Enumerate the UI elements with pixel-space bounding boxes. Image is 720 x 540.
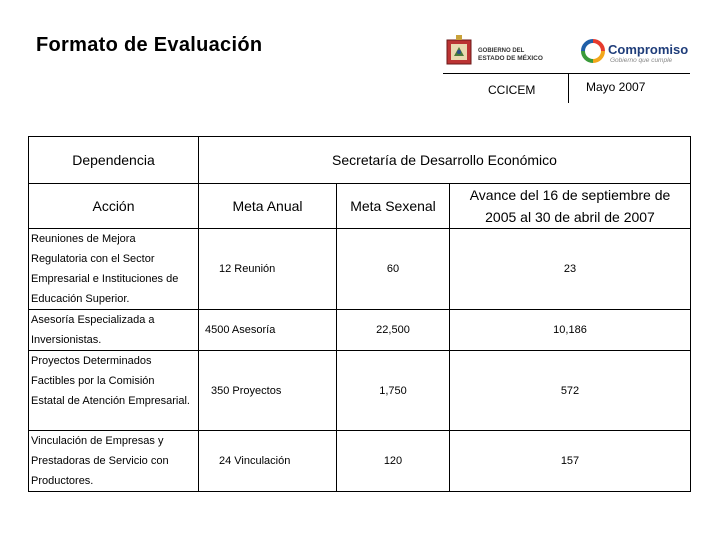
avance-cell: 157 <box>450 431 691 492</box>
col-meta-sexenal-header: Meta Sexenal <box>337 184 450 229</box>
fecha-label: Mayo 2007 <box>586 80 646 94</box>
accion-cell: Asesoría Especializada a Inversionistas. <box>29 310 199 351</box>
gobierno-logo-text: GOBIERNO DEL ESTADO DE MÉXICO <box>478 48 543 62</box>
accion-cell: Vinculación de Empresas y Prestadoras de Servicio con Productores. <box>29 431 199 492</box>
coat-of-arms-icon <box>444 34 474 68</box>
accion-cell: Reuniones de Mejora Regulatoria con el Sector Empresarial e Instituciones de Educación Superior. <box>29 229 199 310</box>
meta-sexenal-cell: 22,500 <box>337 310 450 351</box>
meta-anual-cell: 4500 Asesoría <box>199 310 337 351</box>
gobierno-logo <box>444 34 564 74</box>
meta-sexenal-cell: 120 <box>337 431 450 492</box>
table-row <box>29 431 691 492</box>
page-title: Formato de Evaluación <box>36 34 263 56</box>
evaluation-table <box>28 136 691 492</box>
avance-cell: 10,186 <box>450 310 691 351</box>
col-avance-header: Avance del 16 de septiembre de 2005 al 30 de abril de 2007 <box>450 184 691 229</box>
header-divider-vertical <box>568 73 569 103</box>
dependencia-value: Secretaría de Desarrollo Económico <box>199 137 691 184</box>
dependencia-label: Dependencia <box>29 137 199 184</box>
dependencia-row <box>29 137 691 184</box>
column-header-row <box>29 184 691 229</box>
table-row <box>29 229 691 310</box>
header-divider <box>443 73 690 74</box>
col-accion-header: Acción <box>29 184 199 229</box>
avance-cell: 23 <box>450 229 691 310</box>
compromiso-logo <box>580 38 690 72</box>
table-row <box>29 310 691 351</box>
meta-anual-cell: 12 Reunión <box>199 229 337 310</box>
compromiso-tagline: Gobierno que cumple <box>610 57 673 64</box>
meta-sexenal-cell: 1,750 <box>337 351 450 431</box>
meta-sexenal-cell: 60 <box>337 229 450 310</box>
table-row <box>29 351 691 431</box>
meta-anual-cell: 350 Proyectos <box>199 351 337 431</box>
compromiso-swirl-icon <box>580 38 606 64</box>
organismo-label: CCICEM <box>488 83 536 97</box>
avance-cell: 572 <box>450 351 691 431</box>
accion-cell: Proyectos Determinados Factibles por la Comisión Estatal de Atención Empresarial. <box>29 351 199 431</box>
col-meta-anual-header: Meta Anual <box>199 184 337 229</box>
meta-anual-cell: 24 Vinculación <box>199 431 337 492</box>
compromiso-name: Compromiso <box>608 42 689 57</box>
